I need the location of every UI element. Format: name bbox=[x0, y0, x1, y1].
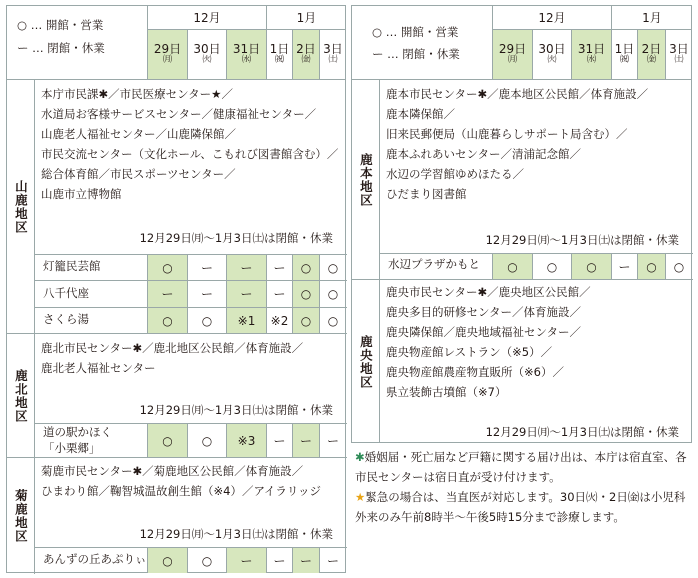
mark: ○ bbox=[532, 254, 571, 279]
kao-fac-line-3: 鹿央物産館レストラン（※5）／ bbox=[386, 345, 553, 359]
mark: ○ bbox=[147, 548, 187, 573]
mark: ※2 bbox=[266, 308, 292, 333]
kikuka-facilities bbox=[41, 461, 321, 501]
day-30-right: 30日 ㈫ bbox=[532, 30, 571, 80]
venue-tourou: 灯籠民芸館 bbox=[43, 259, 101, 273]
venue-sakurayu: さくら湯 bbox=[43, 312, 89, 326]
mark: ー bbox=[292, 424, 319, 457]
region-kamoto: 鹿本地区 bbox=[352, 80, 380, 280]
mark: ー bbox=[292, 548, 319, 573]
mark: ○ bbox=[319, 255, 346, 280]
day-31-right: 31日 ㈬ bbox=[571, 30, 611, 80]
venue-anzu-no-oka: あんずの丘あぷりぃ bbox=[43, 552, 147, 566]
month-jan: 1月 bbox=[266, 6, 346, 30]
legend-closed-right: ー … 閉館・休業 bbox=[372, 47, 460, 61]
day-29: 29日 ㈪ bbox=[147, 30, 187, 80]
mark: ○ bbox=[665, 254, 692, 279]
kao-closure-notice: 12月29日㈪～1月3日㈯は閉館・休業 bbox=[485, 425, 679, 439]
kao-fac-line-1: 鹿央多目的研修センター／体育施設／ bbox=[386, 305, 582, 319]
yamaga-fac-line-4: 総合体育館／市民スポーツセンター／ bbox=[41, 167, 236, 181]
yamaga-fac-line-3: 市民交流センター（文化ホール、こもれび図書館含む）／ bbox=[41, 147, 339, 161]
mark: ー bbox=[319, 548, 346, 573]
day-1: 1日 ㈷ bbox=[266, 30, 292, 80]
note-koseki-text: 婚姻届・死亡届など戸籍に関する届け出は、本庁は宿直室、各市民センターは宿日直が受け付けます。 bbox=[355, 450, 687, 484]
day-30: 30日 ㈫ bbox=[187, 30, 226, 80]
month-dec-right: 12月 bbox=[492, 6, 611, 30]
day-1-right: 1日 ㈷ bbox=[611, 30, 637, 80]
legend-open: ○ … 開館・営業 bbox=[17, 18, 104, 32]
month-dec: 12月 bbox=[147, 6, 266, 30]
venue-yachiyoza: 八千代座 bbox=[43, 286, 89, 300]
kao-facilities bbox=[386, 282, 591, 402]
right-schedule-table bbox=[351, 5, 692, 443]
kamoto-fac-line-4: 水辺の学習館ゆめほたる／ bbox=[386, 167, 524, 181]
note-emergency-text: 緊急の場合は、当直医が対応します。30日㈫・2日㈮は小児科外来のみ午前8時半～午後5時15分まで診療します。 bbox=[355, 490, 686, 524]
mark: ー bbox=[187, 255, 226, 280]
mark: ○ bbox=[319, 281, 346, 307]
kamoto-fac-line-3: 鹿本ふれあいセンター／清浦記念館／ bbox=[386, 147, 582, 161]
note-emergency bbox=[355, 487, 691, 527]
yamaga-fac-line-5: 山鹿市立博物館 bbox=[41, 187, 122, 201]
kao-fac-line-5: 県立装飾古墳館（※7） bbox=[386, 385, 507, 399]
yamaga-fac-line-0: 本庁市民課✱／市民医療センター★／ bbox=[41, 87, 233, 101]
mark: ー bbox=[226, 255, 266, 280]
region-yamaga: 山鹿地区 bbox=[7, 80, 35, 334]
region-kikuka: 菊鹿地区 bbox=[7, 458, 35, 574]
day-31: 31日 ㈬ bbox=[226, 30, 266, 80]
legend-closed: ー … 閉館・休業 bbox=[17, 41, 105, 55]
mark: ー bbox=[266, 281, 292, 307]
legend-open-right: ○ … 開館・営業 bbox=[372, 25, 459, 39]
mark: ○ bbox=[147, 424, 187, 457]
mark: ○ bbox=[637, 254, 665, 279]
yamaga-fac-line-2: 山鹿老人福祉センター／山鹿隣保館／ bbox=[41, 127, 237, 141]
mark: ○ bbox=[187, 308, 226, 333]
mark: ※1 bbox=[226, 308, 266, 333]
yamaga-fac-line-1: 水道局お客様サービスセンター／健康福祉センター／ bbox=[41, 107, 317, 121]
kikuka-fac-line-0: 菊鹿市民センター✱／菊鹿地区公民館／体育施設／ bbox=[41, 464, 304, 478]
yamaga-facilities bbox=[41, 84, 338, 204]
mark: ○ bbox=[292, 308, 319, 333]
mark: ー bbox=[611, 254, 637, 279]
mark: ー bbox=[226, 281, 266, 307]
kikuka-closure-notice: 12月29日㈪～1月3日㈯は閉館・休業 bbox=[139, 527, 333, 541]
day-3: 3日 ㈯ bbox=[319, 30, 346, 80]
kahoku-facilities bbox=[41, 338, 303, 378]
mark: ○ bbox=[292, 281, 319, 307]
mark: ー bbox=[266, 548, 292, 573]
kikuka-fac-line-1: ひまわり館／鞠智城温故創生館（※4）／アイラリッジ bbox=[41, 484, 321, 498]
mark: ○ bbox=[147, 255, 187, 280]
mark: ○ bbox=[187, 424, 226, 457]
mark: ー bbox=[266, 424, 292, 457]
kao-fac-line-4: 鹿央物産館農産物直販所（※6）／ bbox=[386, 365, 564, 379]
kao-fac-line-0: 鹿央市民センター✱／鹿央地区公民館／ bbox=[386, 285, 591, 299]
month-jan-right: 1月 bbox=[611, 6, 692, 30]
day-29-right: 29日 ㈪ bbox=[492, 30, 532, 80]
kamoto-fac-line-5: ひだまり図書館 bbox=[386, 187, 467, 201]
mark: ○ bbox=[492, 254, 532, 279]
orange-star-icon: ★ bbox=[355, 490, 366, 504]
kao-fac-line-2: 鹿央隣保館／鹿央地域福祉センター／ bbox=[386, 325, 582, 339]
day-2: 2日 ㈮ bbox=[292, 30, 319, 80]
mark: ー bbox=[266, 255, 292, 280]
mark: ー bbox=[226, 548, 266, 573]
mark: ○ bbox=[571, 254, 611, 279]
kamoto-fac-line-0: 鹿本市民センター✱／鹿本地区公民館／体育施設／ bbox=[386, 87, 649, 101]
mark: ー bbox=[319, 424, 346, 457]
venue-mizube-plaza: 水辺プラザかもと bbox=[388, 257, 480, 271]
left-schedule-table bbox=[6, 5, 346, 573]
day-2-right: 2日 ㈮ bbox=[637, 30, 665, 80]
note-koseki bbox=[355, 447, 691, 487]
mark: ※3 bbox=[226, 424, 266, 457]
kamoto-fac-line-1: 鹿本隣保館／ bbox=[386, 107, 455, 121]
mark: ー bbox=[187, 281, 226, 307]
kahoku-fac-line-1: 鹿北老人福祉センター bbox=[41, 361, 156, 375]
mark: ○ bbox=[147, 308, 187, 333]
kamoto-closure-notice: 12月29日㈪～1月3日㈯は閉館・休業 bbox=[485, 233, 679, 247]
green-asterisk-icon: ✱ bbox=[355, 450, 365, 464]
kahoku-fac-line-0: 鹿北市民センター✱／鹿北地区公民館／体育施設／ bbox=[41, 341, 304, 355]
kamoto-facilities bbox=[386, 84, 648, 204]
region-kao: 鹿央地区 bbox=[352, 280, 380, 443]
kamoto-fac-line-2: 旧来民郵便局（山鹿暮らしサポート局含む）／ bbox=[386, 127, 628, 141]
mark: ー bbox=[147, 281, 187, 307]
day-3-right: 3日 ㈯ bbox=[665, 30, 692, 80]
mark: ○ bbox=[292, 255, 319, 280]
yamaga-closure-notice: 12月29日㈪～1月3日㈯は閉館・休業 bbox=[139, 231, 333, 245]
mark: ○ bbox=[187, 548, 226, 573]
kahoku-closure-notice: 12月29日㈪～1月3日㈯は閉館・休業 bbox=[139, 403, 333, 417]
mark: ○ bbox=[319, 308, 346, 333]
region-kahoku: 鹿北地区 bbox=[7, 334, 35, 458]
venue-michinoeki-kahoku: 道の駅かほく 「小栗郷」 bbox=[43, 425, 112, 455]
